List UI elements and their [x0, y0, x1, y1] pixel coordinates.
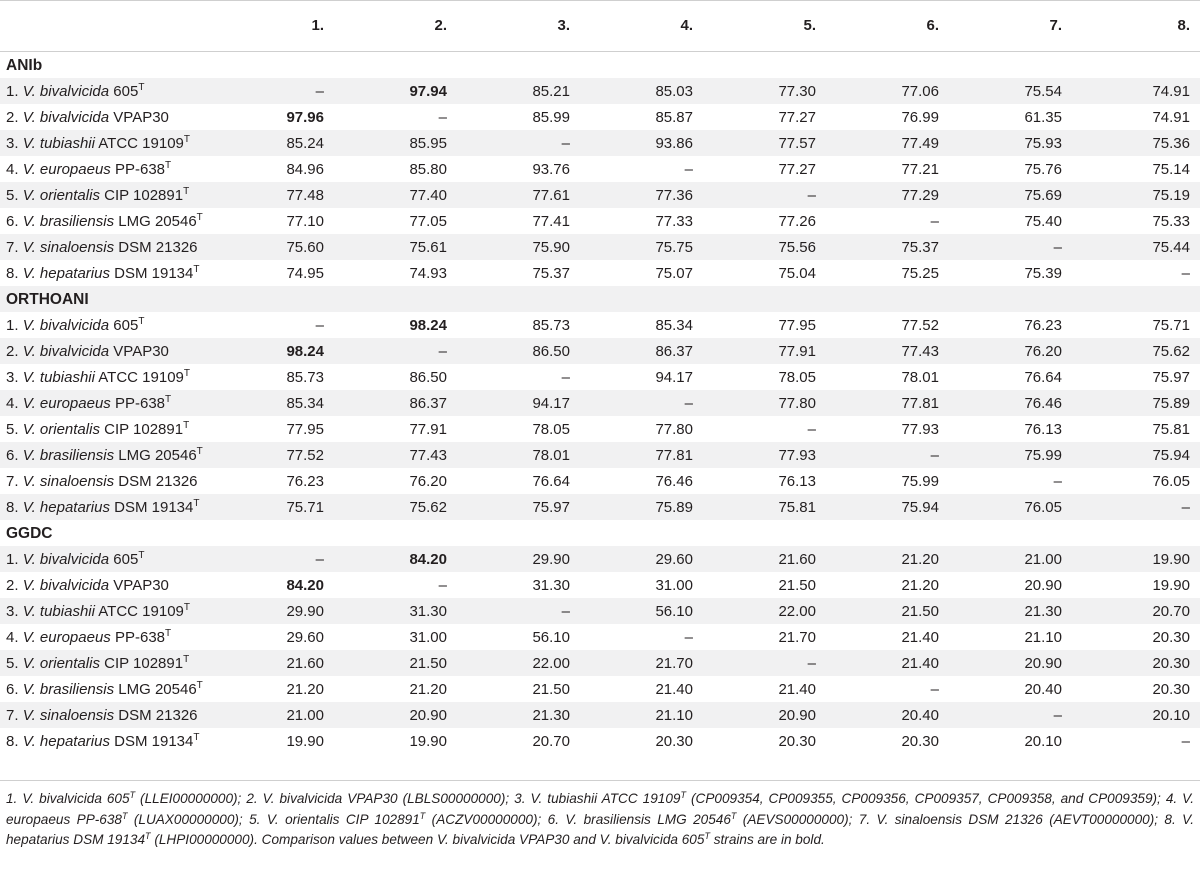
section-title: GGDC — [6, 525, 53, 542]
species-name: V. hepatarius — [22, 733, 110, 750]
species-name: V. bivalvicida — [22, 317, 110, 334]
table-cell: 76.64 — [532, 473, 570, 490]
table-cell: 86.50 — [532, 343, 570, 360]
table-cell: 21.10 — [655, 707, 693, 724]
table-cell: 21.40 — [901, 655, 939, 672]
type-strain-marker: T — [193, 732, 200, 743]
table-cell: 75.07 — [655, 265, 693, 282]
table-cell: 84.20 — [409, 551, 447, 568]
table-cell: – — [1053, 239, 1062, 256]
column-header: 2. — [434, 17, 447, 34]
table-cell: 76.46 — [1024, 395, 1062, 412]
column-header: 4. — [680, 17, 693, 34]
table-cell: – — [930, 447, 939, 464]
table-cell: – — [807, 187, 816, 204]
table-row — [0, 624, 1200, 650]
row-label: 5. V. orientalis CIP $102891^T$ — [6, 186, 190, 204]
table-cell: 29.60 — [286, 629, 324, 646]
species-name: V. orientalis — [22, 187, 100, 204]
table-cell: 75.71 — [286, 499, 324, 516]
table-cell: 75.81 — [1152, 421, 1190, 438]
row-label: 3. V. tubiashii ATCC $19109^T$ — [6, 602, 191, 620]
table-cell: 75.81 — [778, 499, 816, 516]
table-cell: 93.76 — [532, 161, 570, 178]
table-cell: 75.37 — [901, 239, 939, 256]
type-strain-marker: T — [183, 186, 190, 197]
table-cell: 20.90 — [778, 707, 816, 724]
table-cell: 76.99 — [901, 109, 939, 126]
column-header: 6. — [926, 17, 939, 34]
table-cell: 77.49 — [901, 135, 939, 152]
table-row — [0, 728, 1200, 754]
table-cell: 75.93 — [1024, 135, 1062, 152]
table-cell: 20.10 — [1024, 733, 1062, 750]
table-cell: – — [684, 629, 693, 646]
table-cell: 31.30 — [532, 577, 570, 594]
table-cell: 85.73 — [286, 369, 324, 386]
column-header: 8. — [1177, 17, 1190, 34]
table-cell: 20.40 — [901, 707, 939, 724]
table-cell: 77.27 — [778, 109, 816, 126]
table-cell: 77.40 — [409, 187, 447, 204]
table-cell: 78.01 — [901, 369, 939, 386]
species-name: V. europaeus — [22, 161, 111, 178]
table-cell: 77.21 — [901, 161, 939, 178]
type-strain-marker: T — [196, 212, 203, 223]
table-cell: 21.00 — [1024, 551, 1062, 568]
table-cell: 75.44 — [1152, 239, 1190, 256]
table-row — [0, 234, 1200, 260]
table-cell: – — [561, 369, 570, 386]
table-cell: 77.06 — [901, 83, 939, 100]
table-cell: 94.17 — [655, 369, 693, 386]
row-label: 7. V. sinaloensis DSM 21326 — [6, 239, 198, 256]
row-label: 6. V. brasiliensis LMG $20546^T$ — [6, 446, 203, 464]
table-cell: 21.70 — [778, 629, 816, 646]
table-cell: 74.91 — [1152, 83, 1190, 100]
table-cell: 21.00 — [286, 707, 324, 724]
table-cell: 76.13 — [778, 473, 816, 490]
table-cell: 78.05 — [778, 369, 816, 386]
table-cell: 93.86 — [655, 135, 693, 152]
table-cell: – — [684, 161, 693, 178]
table-cell: 75.40 — [1024, 213, 1062, 230]
table-cell: 98.24 — [409, 317, 447, 334]
table-cell: 77.95 — [778, 317, 816, 334]
table-cell: 97.94 — [409, 83, 447, 100]
row-label: 1. V. bivalvicida $605^T$ — [6, 316, 145, 334]
row-label: 7. V. sinaloensis DSM 21326 — [6, 473, 198, 490]
table-row — [0, 364, 1200, 390]
table-cell: – — [930, 681, 939, 698]
type-strain-marker: T — [196, 446, 203, 457]
table-cell: 74.95 — [286, 265, 324, 282]
table-row — [0, 468, 1200, 494]
table-cell: 20.30 — [655, 733, 693, 750]
table-cell: 76.46 — [655, 473, 693, 490]
table-cell: 75.04 — [778, 265, 816, 282]
type-strain-marker: T — [138, 550, 145, 561]
table-cell: 77.27 — [778, 161, 816, 178]
table-cell: 86.37 — [409, 395, 447, 412]
table-cell: 85.24 — [286, 135, 324, 152]
table-cell: 75.76 — [1024, 161, 1062, 178]
table-row — [0, 208, 1200, 234]
table-cell: 75.99 — [901, 473, 939, 490]
species-name: V. europaeus — [22, 395, 111, 412]
table-cell: 76.20 — [409, 473, 447, 490]
table-cell: 75.94 — [1152, 447, 1190, 464]
table-row — [0, 156, 1200, 182]
table-cell: – — [930, 213, 939, 230]
table-cell: 74.91 — [1152, 109, 1190, 126]
row-label: 6. V. brasiliensis LMG $20546^T$ — [6, 212, 203, 230]
table-cell: 20.70 — [1152, 603, 1190, 620]
row-label: 5. V. orientalis CIP $102891^T$ — [6, 420, 190, 438]
table-cell: – — [807, 655, 816, 672]
row-label: 2. V. bivalvicida VPAP30 — [6, 577, 169, 594]
table-cell: 21.60 — [778, 551, 816, 568]
table-cell: – — [438, 109, 447, 126]
table-cell: 77.48 — [286, 187, 324, 204]
type-strain-marker: T — [183, 420, 190, 431]
type-strain-marker: T — [193, 264, 200, 275]
row-label: 8. V. hepatarius DSM $19134^T$ — [6, 264, 200, 282]
table-cell: 75.89 — [1152, 395, 1190, 412]
table-row — [0, 572, 1200, 598]
table-cell: 85.21 — [532, 83, 570, 100]
table-cell: 75.97 — [1152, 369, 1190, 386]
table-cell: – — [561, 603, 570, 620]
table-cell: 76.05 — [1152, 473, 1190, 490]
table-cell: 75.33 — [1152, 213, 1190, 230]
species-name: V. bivalvicida — [22, 551, 110, 568]
table-header-row — [0, 0, 1200, 52]
table-cell: 20.70 — [532, 733, 570, 750]
table-cell: 20.90 — [409, 707, 447, 724]
table-row — [0, 182, 1200, 208]
table-cell: 19.90 — [1152, 551, 1190, 568]
table-cell: 75.56 — [778, 239, 816, 256]
table-cell: 76.05 — [1024, 499, 1062, 516]
section-row — [0, 520, 1200, 546]
table-cell: 76.13 — [1024, 421, 1062, 438]
table-cell: 85.95 — [409, 135, 447, 152]
table-cell: 21.50 — [778, 577, 816, 594]
type-strain-marker: T — [183, 602, 191, 613]
table-cell: 75.36 — [1152, 135, 1190, 152]
section-title: ORTHOANI — [6, 291, 89, 308]
table-cell: 77.52 — [901, 317, 939, 334]
table-cell: 31.30 — [409, 603, 447, 620]
table-cell: 21.20 — [286, 681, 324, 698]
table-cell: 77.43 — [409, 447, 447, 464]
table-cell: 21.40 — [778, 681, 816, 698]
table-cell: 31.00 — [409, 629, 447, 646]
table-cell: 20.30 — [901, 733, 939, 750]
table-row — [0, 390, 1200, 416]
table-cell: 29.90 — [532, 551, 570, 568]
footnote-divider — [0, 780, 1200, 781]
species-name: V. bivalvicida — [22, 577, 110, 594]
table-cell: 74.93 — [409, 265, 447, 282]
table-cell: 77.52 — [286, 447, 324, 464]
row-label: 1. V. bivalvicida $605^T$ — [6, 550, 145, 568]
table-cell: 75.97 — [532, 499, 570, 516]
table-cell: 75.39 — [1024, 265, 1062, 282]
table-cell: 21.20 — [901, 577, 939, 594]
table-cell: 20.30 — [1152, 629, 1190, 646]
table-cell: 75.75 — [655, 239, 693, 256]
table-footnote: 1. V. bivalvicida $605^T$ (LLEI00000000); 2. V. bivalvicida VPAP30 (LBLS00000000); 3. V. tubiashii ATCC $19109^T$ (CP009354, CP009355, CP009356, CP009357, CP009358, and CP009359); 4. V. europaeus $PP-638^T$ (LUAX00000000); 5. V. orientalis CIP $102891^T$ (ACZV00000000); 6. V. brasiliensis LMG $20546^T$ (AEVS00000000); 7. V. sinaloensis DSM 21326 (AEVT00000000); 8. V. hepatarius DSM $19134^T$ (LHPI00000000). Comparison values between V. bivalvicida VPAP30 and V. bivalvicida $605^T$ strains are in bold. — [6, 790, 1194, 847]
table-cell: 85.34 — [286, 395, 324, 412]
row-label: 6. V. brasiliensis LMG $20546^T$ — [6, 680, 203, 698]
table-row — [0, 130, 1200, 156]
column-header: 3. — [557, 17, 570, 34]
table-cell: 21.40 — [655, 681, 693, 698]
table-cell: 61.35 — [1024, 109, 1062, 126]
table-cell: – — [315, 317, 324, 334]
row-label: 8. V. hepatarius DSM $19134^T$ — [6, 498, 200, 516]
table-cell: 77.61 — [532, 187, 570, 204]
table-cell: – — [1053, 707, 1062, 724]
table-row — [0, 494, 1200, 520]
table-cell: 85.34 — [655, 317, 693, 334]
table-cell: 21.50 — [901, 603, 939, 620]
row-label: 4. V. europaeus $PP-638^T$ — [6, 394, 172, 412]
species-name: V. europaeus — [22, 629, 111, 646]
table-cell: 20.10 — [1152, 707, 1190, 724]
table-cell: 77.91 — [778, 343, 816, 360]
species-name: V. brasiliensis — [22, 447, 115, 464]
table-cell: 20.90 — [1024, 577, 1062, 594]
table-cell: 22.00 — [778, 603, 816, 620]
section-title: ANIb — [6, 57, 43, 74]
table-cell: – — [807, 421, 816, 438]
table-cell: 77.26 — [778, 213, 816, 230]
table-row — [0, 676, 1200, 702]
table-cell: 31.00 — [655, 577, 693, 594]
table-cell: 56.10 — [655, 603, 693, 620]
table-cell: 77.81 — [901, 395, 939, 412]
species-name: V. sinaloensis — [22, 707, 115, 724]
type-strain-marker: T — [183, 654, 190, 665]
row-label: 8. V. hepatarius DSM $19134^T$ — [6, 732, 200, 750]
table-cell: 76.23 — [1024, 317, 1062, 334]
type-strain-marker: T — [183, 368, 191, 379]
species-name: V. hepatarius — [22, 499, 110, 516]
table-cell: 19.90 — [286, 733, 324, 750]
table-cell: 77.41 — [532, 213, 570, 230]
table-cell: 77.80 — [655, 421, 693, 438]
row-label: 2. V. bivalvicida VPAP30 — [6, 109, 169, 126]
table-cell: 78.01 — [532, 447, 570, 464]
section-row — [0, 286, 1200, 312]
row-label: 3. V. tubiashii ATCC $19109^T$ — [6, 134, 191, 152]
column-header: 1. — [311, 17, 324, 34]
row-label: 2. V. bivalvicida VPAP30 — [6, 343, 169, 360]
table-cell: – — [315, 83, 324, 100]
table-cell: 20.30 — [778, 733, 816, 750]
table-cell: 75.61 — [409, 239, 447, 256]
table-cell: – — [1181, 499, 1190, 516]
table-cell: 75.99 — [1024, 447, 1062, 464]
table-cell: 77.05 — [409, 213, 447, 230]
table-cell: 75.62 — [409, 499, 447, 516]
table-row — [0, 104, 1200, 130]
species-name: V. orientalis — [22, 421, 100, 438]
table-cell: – — [1181, 265, 1190, 282]
table-cell: 97.96 — [286, 109, 324, 126]
table-cell: 86.37 — [655, 343, 693, 360]
table-cell: 98.24 — [286, 343, 324, 360]
table-cell: 75.94 — [901, 499, 939, 516]
table-cell: 56.10 — [532, 629, 570, 646]
row-label: 4. V. europaeus $PP-638^T$ — [6, 628, 172, 646]
table-row — [0, 650, 1200, 676]
species-name: V. tubiashii — [22, 135, 95, 152]
table-cell: 75.71 — [1152, 317, 1190, 334]
type-strain-marker: T — [138, 82, 145, 93]
table-cell: 22.00 — [532, 655, 570, 672]
table-row — [0, 78, 1200, 104]
row-label: 5. V. orientalis CIP $102891^T$ — [6, 654, 190, 672]
table-cell: 78.05 — [532, 421, 570, 438]
table-cell: – — [438, 343, 447, 360]
table-cell: – — [438, 577, 447, 594]
table-cell: – — [315, 551, 324, 568]
table-cell: 75.54 — [1024, 83, 1062, 100]
table-cell: 21.10 — [1024, 629, 1062, 646]
table-row — [0, 260, 1200, 286]
column-header: 5. — [803, 17, 816, 34]
type-strain-marker: T — [165, 628, 172, 639]
table-cell: 77.43 — [901, 343, 939, 360]
table-cell: 21.60 — [286, 655, 324, 672]
species-name: V. bivalvicida — [22, 109, 110, 126]
table-cell: 20.90 — [1024, 655, 1062, 672]
table-cell: 77.93 — [778, 447, 816, 464]
table-cell: 20.40 — [1024, 681, 1062, 698]
type-strain-marker: T — [165, 394, 172, 405]
table-cell: 21.50 — [532, 681, 570, 698]
species-name: V. bivalvicida — [22, 343, 110, 360]
row-label: 7. V. sinaloensis DSM 21326 — [6, 707, 198, 724]
table-cell: 84.96 — [286, 161, 324, 178]
table-cell: 21.30 — [1024, 603, 1062, 620]
table-cell: 21.20 — [409, 681, 447, 698]
table-row — [0, 312, 1200, 338]
table-cell: 21.30 — [532, 707, 570, 724]
section-row — [0, 52, 1200, 78]
type-strain-marker: T — [138, 316, 145, 327]
table-cell: 19.90 — [1152, 577, 1190, 594]
table-cell: 29.60 — [655, 551, 693, 568]
type-strain-marker: T — [196, 680, 203, 691]
table-cell: 77.36 — [655, 187, 693, 204]
species-name: V. sinaloensis — [22, 473, 115, 490]
table-cell: 75.90 — [532, 239, 570, 256]
table-cell: 75.69 — [1024, 187, 1062, 204]
table-cell: – — [1181, 733, 1190, 750]
table-cell: 77.93 — [901, 421, 939, 438]
species-name: V. tubiashii — [22, 603, 95, 620]
table-cell: 85.87 — [655, 109, 693, 126]
species-name: V. orientalis — [22, 655, 100, 672]
species-name: V. bivalvicida — [22, 83, 110, 100]
table-row — [0, 338, 1200, 364]
table-cell: 21.40 — [901, 629, 939, 646]
table-cell: 77.30 — [778, 83, 816, 100]
table-cell: 94.17 — [532, 395, 570, 412]
column-header: 7. — [1049, 17, 1062, 34]
table-cell: 85.73 — [532, 317, 570, 334]
row-label: 1. V. bivalvicida $605^T$ — [6, 82, 145, 100]
table-cell: 76.23 — [286, 473, 324, 490]
table-cell: 86.50 — [409, 369, 447, 386]
table-cell: 76.20 — [1024, 343, 1062, 360]
table-row — [0, 546, 1200, 572]
row-label: 3. V. tubiashii ATCC $19109^T$ — [6, 368, 191, 386]
table-cell: 75.62 — [1152, 343, 1190, 360]
table-cell: 77.81 — [655, 447, 693, 464]
table-cell: – — [684, 395, 693, 412]
table-cell: 20.30 — [1152, 681, 1190, 698]
table-cell: 75.37 — [532, 265, 570, 282]
row-label: 4. V. europaeus $PP-638^T$ — [6, 160, 172, 178]
table-cell: – — [561, 135, 570, 152]
table-cell: 85.99 — [532, 109, 570, 126]
type-strain-marker: T — [183, 134, 191, 145]
type-strain-marker: T — [165, 160, 172, 171]
table-cell: 77.95 — [286, 421, 324, 438]
table-cell: 75.25 — [901, 265, 939, 282]
table-row — [0, 702, 1200, 728]
table-cell: 77.80 — [778, 395, 816, 412]
table-cell: 77.33 — [655, 213, 693, 230]
table-row — [0, 598, 1200, 624]
table-cell: – — [1053, 473, 1062, 490]
table-cell: 20.30 — [1152, 655, 1190, 672]
table-cell: 84.20 — [286, 577, 324, 594]
table-cell: 21.20 — [901, 551, 939, 568]
table-row — [0, 442, 1200, 468]
table-cell: 85.03 — [655, 83, 693, 100]
table-cell: 76.64 — [1024, 369, 1062, 386]
table-cell: 19.90 — [409, 733, 447, 750]
table-cell: 75.60 — [286, 239, 324, 256]
table-row — [0, 416, 1200, 442]
table-cell: 21.70 — [655, 655, 693, 672]
species-name: V. sinaloensis — [22, 239, 115, 256]
species-name: V. hepatarius — [22, 265, 110, 282]
table-cell: 77.29 — [901, 187, 939, 204]
table-cell: 29.90 — [286, 603, 324, 620]
table-cell: 21.50 — [409, 655, 447, 672]
table-cell: 75.19 — [1152, 187, 1190, 204]
species-name: V. brasiliensis — [22, 213, 115, 230]
table-cell: 77.10 — [286, 213, 324, 230]
table-cell: 77.91 — [409, 421, 447, 438]
species-name: V. tubiashii — [22, 369, 95, 386]
table-cell: 75.14 — [1152, 161, 1190, 178]
type-strain-marker: T — [193, 498, 200, 509]
table-cell: 77.57 — [778, 135, 816, 152]
table-cell: 75.89 — [655, 499, 693, 516]
table-cell: 85.80 — [409, 161, 447, 178]
species-name: V. brasiliensis — [22, 681, 115, 698]
